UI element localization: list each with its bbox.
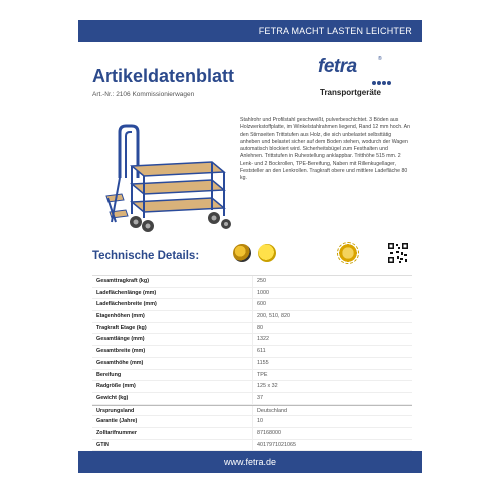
spec-row (92, 370, 412, 382)
fetra-logo (318, 56, 398, 86)
spec-label: Etagenhöhen (mm) (96, 313, 145, 320)
spec-label: Zolltarifnummer (96, 429, 138, 436)
article-number: Art.-Nr.: 2106 Kommissionierwagen (92, 91, 195, 98)
spec-label: Gesamtbreite (mm) (96, 348, 146, 355)
spec-row (92, 346, 412, 358)
spec-row (92, 288, 412, 300)
spec-value: 10 (252, 416, 263, 427)
spec-value: Deutschland (252, 406, 287, 417)
spec-value: 1322 (252, 334, 269, 345)
spec-row (92, 323, 412, 335)
spec-row (92, 428, 412, 440)
spec-label: Radgröße (mm) (96, 383, 136, 390)
spec-label: Garantie (Jahre) (96, 418, 138, 425)
spec-value: 250 (252, 276, 266, 287)
spec-label: GTIN (96, 441, 109, 448)
spec-value: 1155 (252, 358, 269, 369)
spec-label: Gesamtlänge (mm) (96, 336, 145, 343)
spec-value: 600 (252, 299, 266, 310)
spec-value: 37 (252, 393, 263, 404)
spec-row (92, 416, 412, 428)
spec-table (92, 275, 412, 451)
logo-caption: Transportgeräte (320, 88, 381, 97)
spec-label: Gewicht (kg) (96, 394, 129, 401)
spec-label: Ladeflächenlänge (mm) (96, 289, 157, 296)
datasheet (78, 0, 422, 500)
spec-value: 125 x 32 (252, 381, 278, 392)
spec-label: Ladeflächenbreite (mm) (96, 301, 157, 308)
footer-bar (78, 451, 422, 473)
spec-label: Tragkraft Etage (kg) (96, 324, 147, 331)
spec-label: Gesamthöhe (mm) (96, 359, 144, 366)
technical-details-heading: Technische Details: (92, 250, 200, 262)
header-bar (78, 20, 422, 42)
spec-row (92, 440, 412, 452)
spec-row (92, 311, 412, 323)
spec-row (92, 393, 412, 405)
product-image (92, 118, 232, 236)
spec-row (92, 334, 412, 346)
qr-code-icon[interactable] (387, 242, 409, 264)
product-description: Stahlrohr und Profilstahl geschweißt, pulverbeschichtet. 3 Böden aus Holzwerkstoffplatte, im Winkelstahlrahmen liegend, Rand 12 mm hoch. An den Stirnseiten Trittstufen aus Holz, die sich unbelastet selbsttätig anheben und belastet sicher auf dem Boden stehen, wodurch der Wagen automatisch blockiert wird. Sicherheitsbügel zum Festhalten und Anlehnen. Trittstufen in Ruhestellung anklappbar. Tritthöhe 515 mm. 2 Lenk- und 2 Bockrollen, TPE-Bereifung, Naben mit Rillenkugellager, Feststeller an den Lenkrollen. Tragkraft obere und mittlere Ladefläche 80 kg. (240, 117, 411, 182)
spec-value: 611 (252, 346, 266, 357)
spec-label: Ursprungsland (96, 407, 135, 414)
spec-row (92, 381, 412, 393)
spec-value: 80 (252, 323, 263, 334)
warranty-seal-icon (258, 244, 276, 262)
registered-mark-icon: ® (378, 56, 382, 62)
spec-row (92, 405, 412, 417)
spec-row (92, 299, 412, 311)
logo-wordmark: fetra (318, 56, 357, 77)
spec-value: 87168000 (252, 428, 281, 439)
spec-value: 1000 (252, 288, 269, 299)
spec-row (92, 358, 412, 370)
spec-label: Gesamttragkraft (kg) (96, 278, 150, 284)
spec-value: 4017971021065 (252, 440, 296, 451)
quality-seal-icon (233, 244, 251, 262)
slogan: FETRA MACHT LASTEN LEICHTER (258, 26, 412, 36)
website-link[interactable]: www.fetra.de (223, 457, 277, 467)
document-title: Artikeldatenblatt (92, 66, 235, 86)
spec-row (92, 276, 412, 288)
spec-value: TPE (252, 370, 267, 381)
spec-label: Bereifung (96, 371, 122, 378)
spec-value: 200, 510, 820 (252, 311, 290, 322)
award-seal-icon (337, 242, 359, 264)
